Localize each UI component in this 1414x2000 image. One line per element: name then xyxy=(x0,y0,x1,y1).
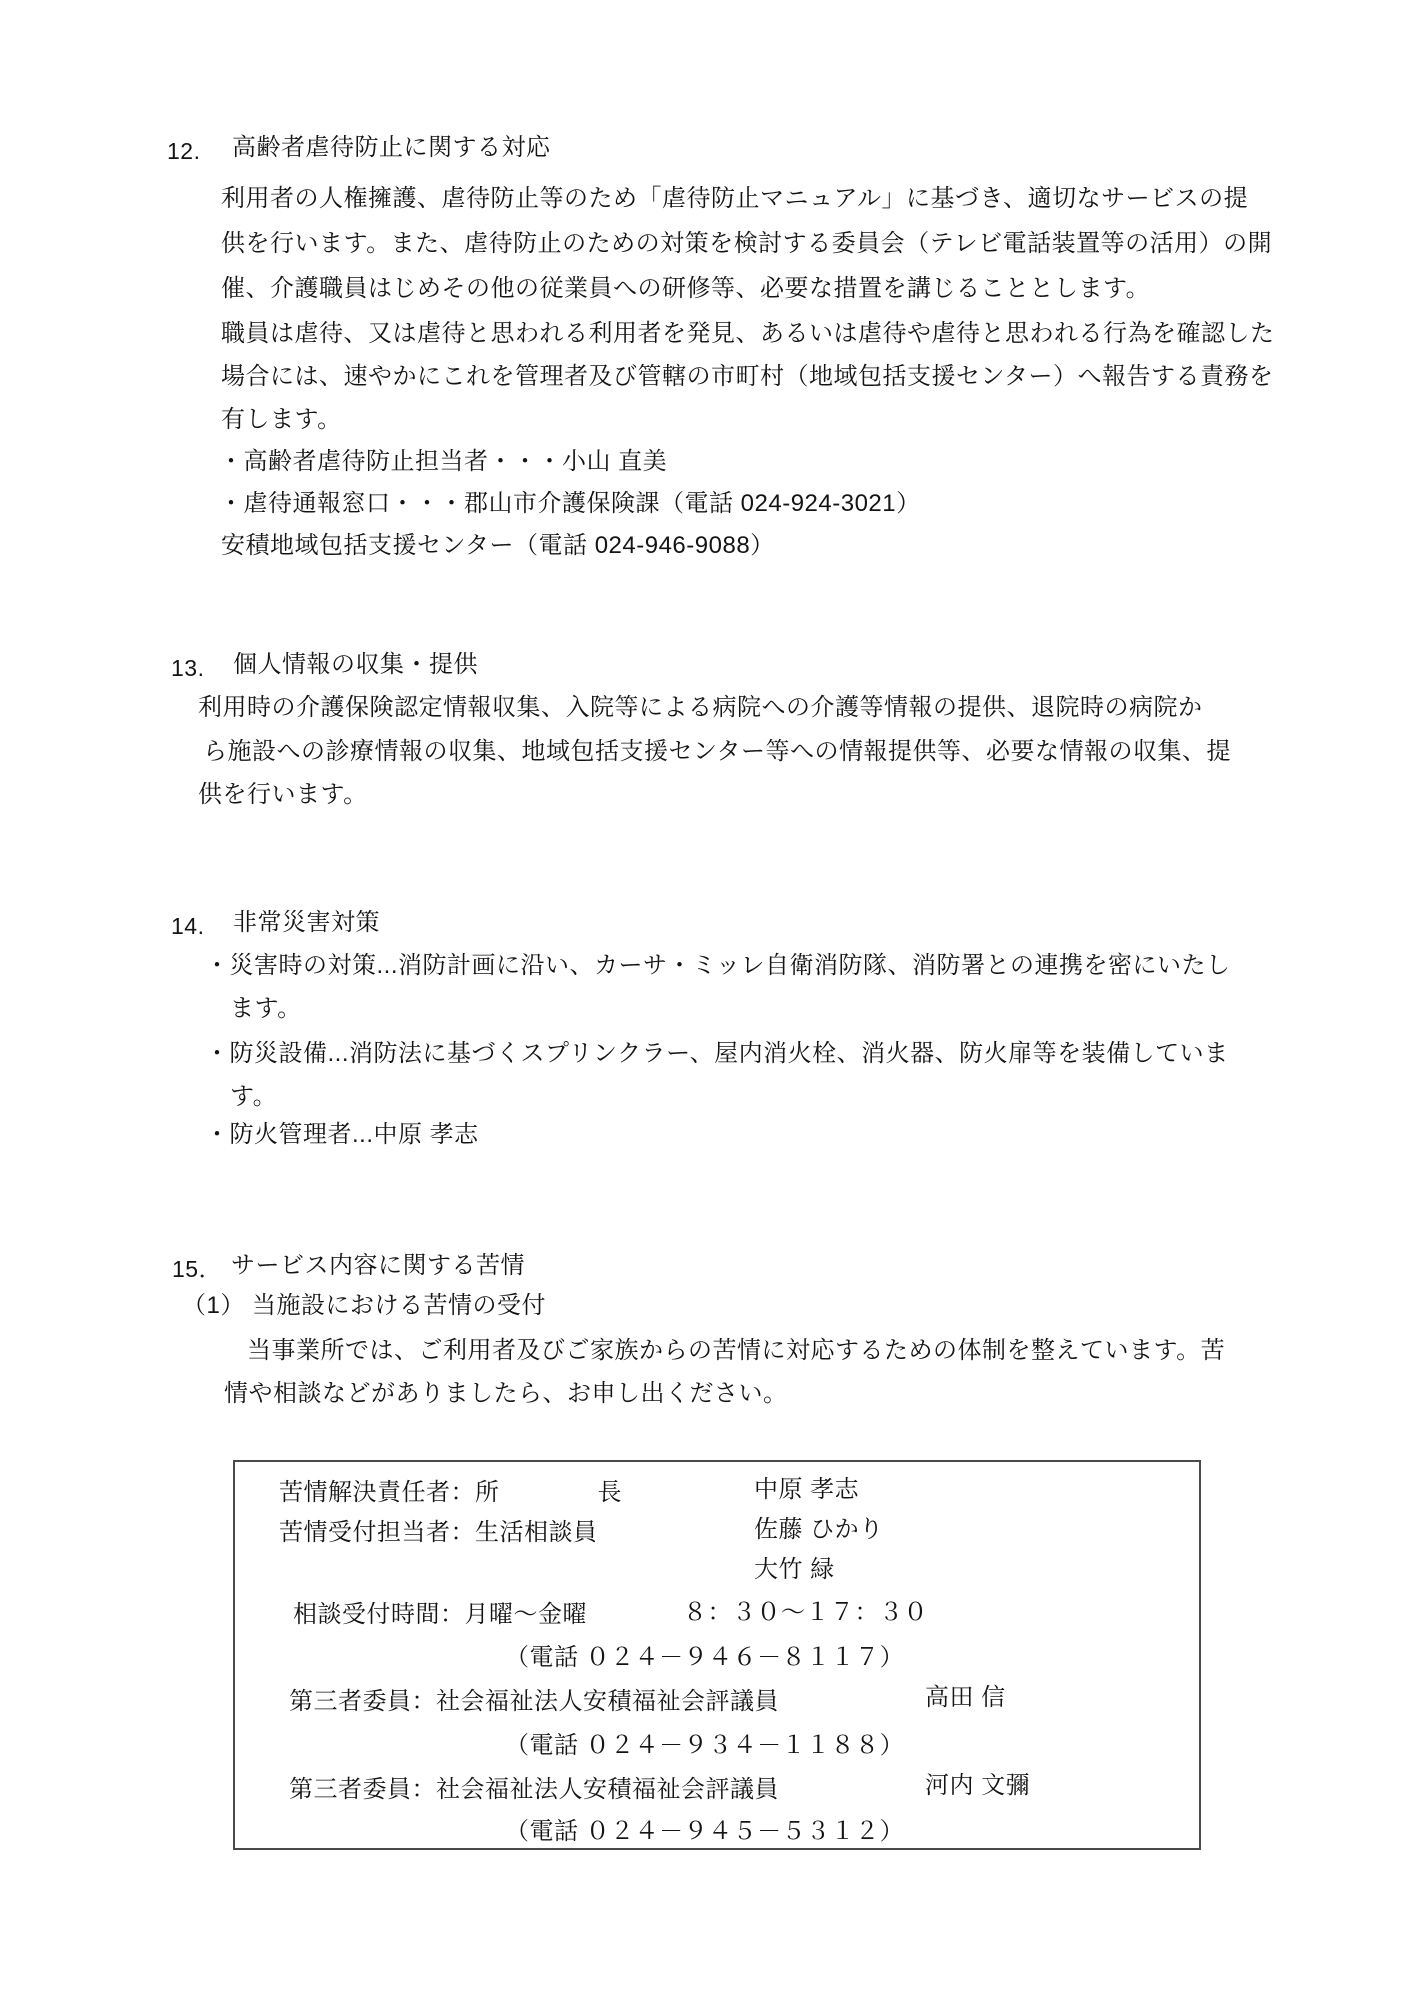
paragraph-line: 情や相談などがありましたら、お申し出ください。 xyxy=(224,1380,788,1407)
section-15-title: サービス内容に関する苦情 xyxy=(231,1252,525,1279)
section-13-title: 個人情報の収集・提供 xyxy=(233,651,478,678)
section-12-title: 高齢者虐待防止に関する対応 xyxy=(232,134,551,161)
list-item: ・高齢者虐待防止担当者・・・小山 直美 xyxy=(219,448,668,475)
paragraph-line: 場合には、速やかにこれを管理者及び管轄の市町村（地域包括支援センター）へ報告する責務を xyxy=(221,363,1274,390)
committee-label: 第三者委員：社会福祉法人安積福祉会評議員 xyxy=(289,1688,779,1715)
list-item: ます。 xyxy=(230,995,302,1022)
list-item: ・災害時の対策...消防計画に沿い、カーサ・ミッレ自衛消防隊、消防署との連携を密にいたし xyxy=(205,952,1231,979)
paragraph-line: 供を行います。また、虐待防止のための対策を検討する委員会（テレビ電話装置等の活用）の開 xyxy=(221,230,1273,257)
list-item: ・虐待通報窓口・・・郡山市介護保険課（電話 024-924-3021） xyxy=(219,490,921,517)
hours-value: ８：３０～１７：３０ xyxy=(683,1599,928,1626)
committee-phone: （電話 ０２４－９４５－５３１２） xyxy=(505,1818,905,1845)
paragraph-line: 供を行います。 xyxy=(198,781,368,808)
paragraph-line: 催、介護職員はじめその他の従業員への研修等、必要な措置を講じることとします。 xyxy=(221,275,1151,302)
hours-label: 相談受付時間：月曜～金曜 xyxy=(293,1601,587,1628)
section-12-number: 12. xyxy=(167,138,201,164)
section-14-number: 14. xyxy=(171,913,205,939)
paragraph-line: 当事業所では、ご利用者及びご家族からの苦情に対応するための体制を整えています。苦 xyxy=(247,1337,1226,1364)
paragraph-line: 有します。 xyxy=(221,406,342,433)
list-item: 安積地域包括支援センター（電話 024-946-9088） xyxy=(221,532,775,559)
committee-label: 第三者委員：社会福祉法人安積福祉会評議員 xyxy=(289,1776,779,1803)
committee-phone: （電話 ０２４－９３４－１１８８） xyxy=(505,1732,905,1759)
resolution-manager-name: 中原 孝志 xyxy=(754,1476,860,1503)
reception-staff-name: 大竹 緑 xyxy=(754,1556,835,1583)
complaint-contact-table xyxy=(233,1460,1201,1850)
resolution-manager-label: 苦情解決責任者：所 長 xyxy=(279,1479,622,1506)
section-14-title: 非常災害対策 xyxy=(233,909,380,936)
paragraph-line: 職員は虐待、又は虐待と思われる利用者を発見、あるいは虐待や虐待と思われる行為を確認した xyxy=(221,320,1275,347)
section-15-subheading: （1） 当施設における苦情の受付 xyxy=(182,1292,547,1319)
reception-staff-label: 苦情受付担当者：生活相談員 xyxy=(279,1519,598,1546)
section-13-number: 13. xyxy=(171,655,205,681)
section-15-number: 15． xyxy=(172,1256,223,1282)
list-item: ・防火管理者...中原 孝志 xyxy=(205,1121,479,1148)
paragraph-line: 利用者の人権擁護、虐待防止等のため「虐待防止マニュアル」に基づき、適切なサービスの提 xyxy=(221,185,1249,212)
reception-staff-name: 佐藤 ひかり xyxy=(754,1516,884,1543)
committee-name: 高田 信 xyxy=(925,1684,1006,1711)
committee-name: 河内 文彌 xyxy=(925,1772,1031,1799)
list-item: す。 xyxy=(230,1083,278,1110)
list-item: ・防災設備...消防法に基づくスプリンクラー、屋内消火栓、消火器、防火扉等を装備していま xyxy=(205,1040,1229,1067)
paragraph-line: ら施設への診療情報の収集、地域包括支援センター等への情報提供等、必要な情報の収集、提 xyxy=(203,738,1232,765)
paragraph-line: 利用時の介護保険認定情報収集、入院等による病院への介護等情報の提供、退院時の病院か xyxy=(198,694,1203,721)
hours-phone: （電話 ０２４－９４６－８１１７） xyxy=(505,1644,905,1671)
